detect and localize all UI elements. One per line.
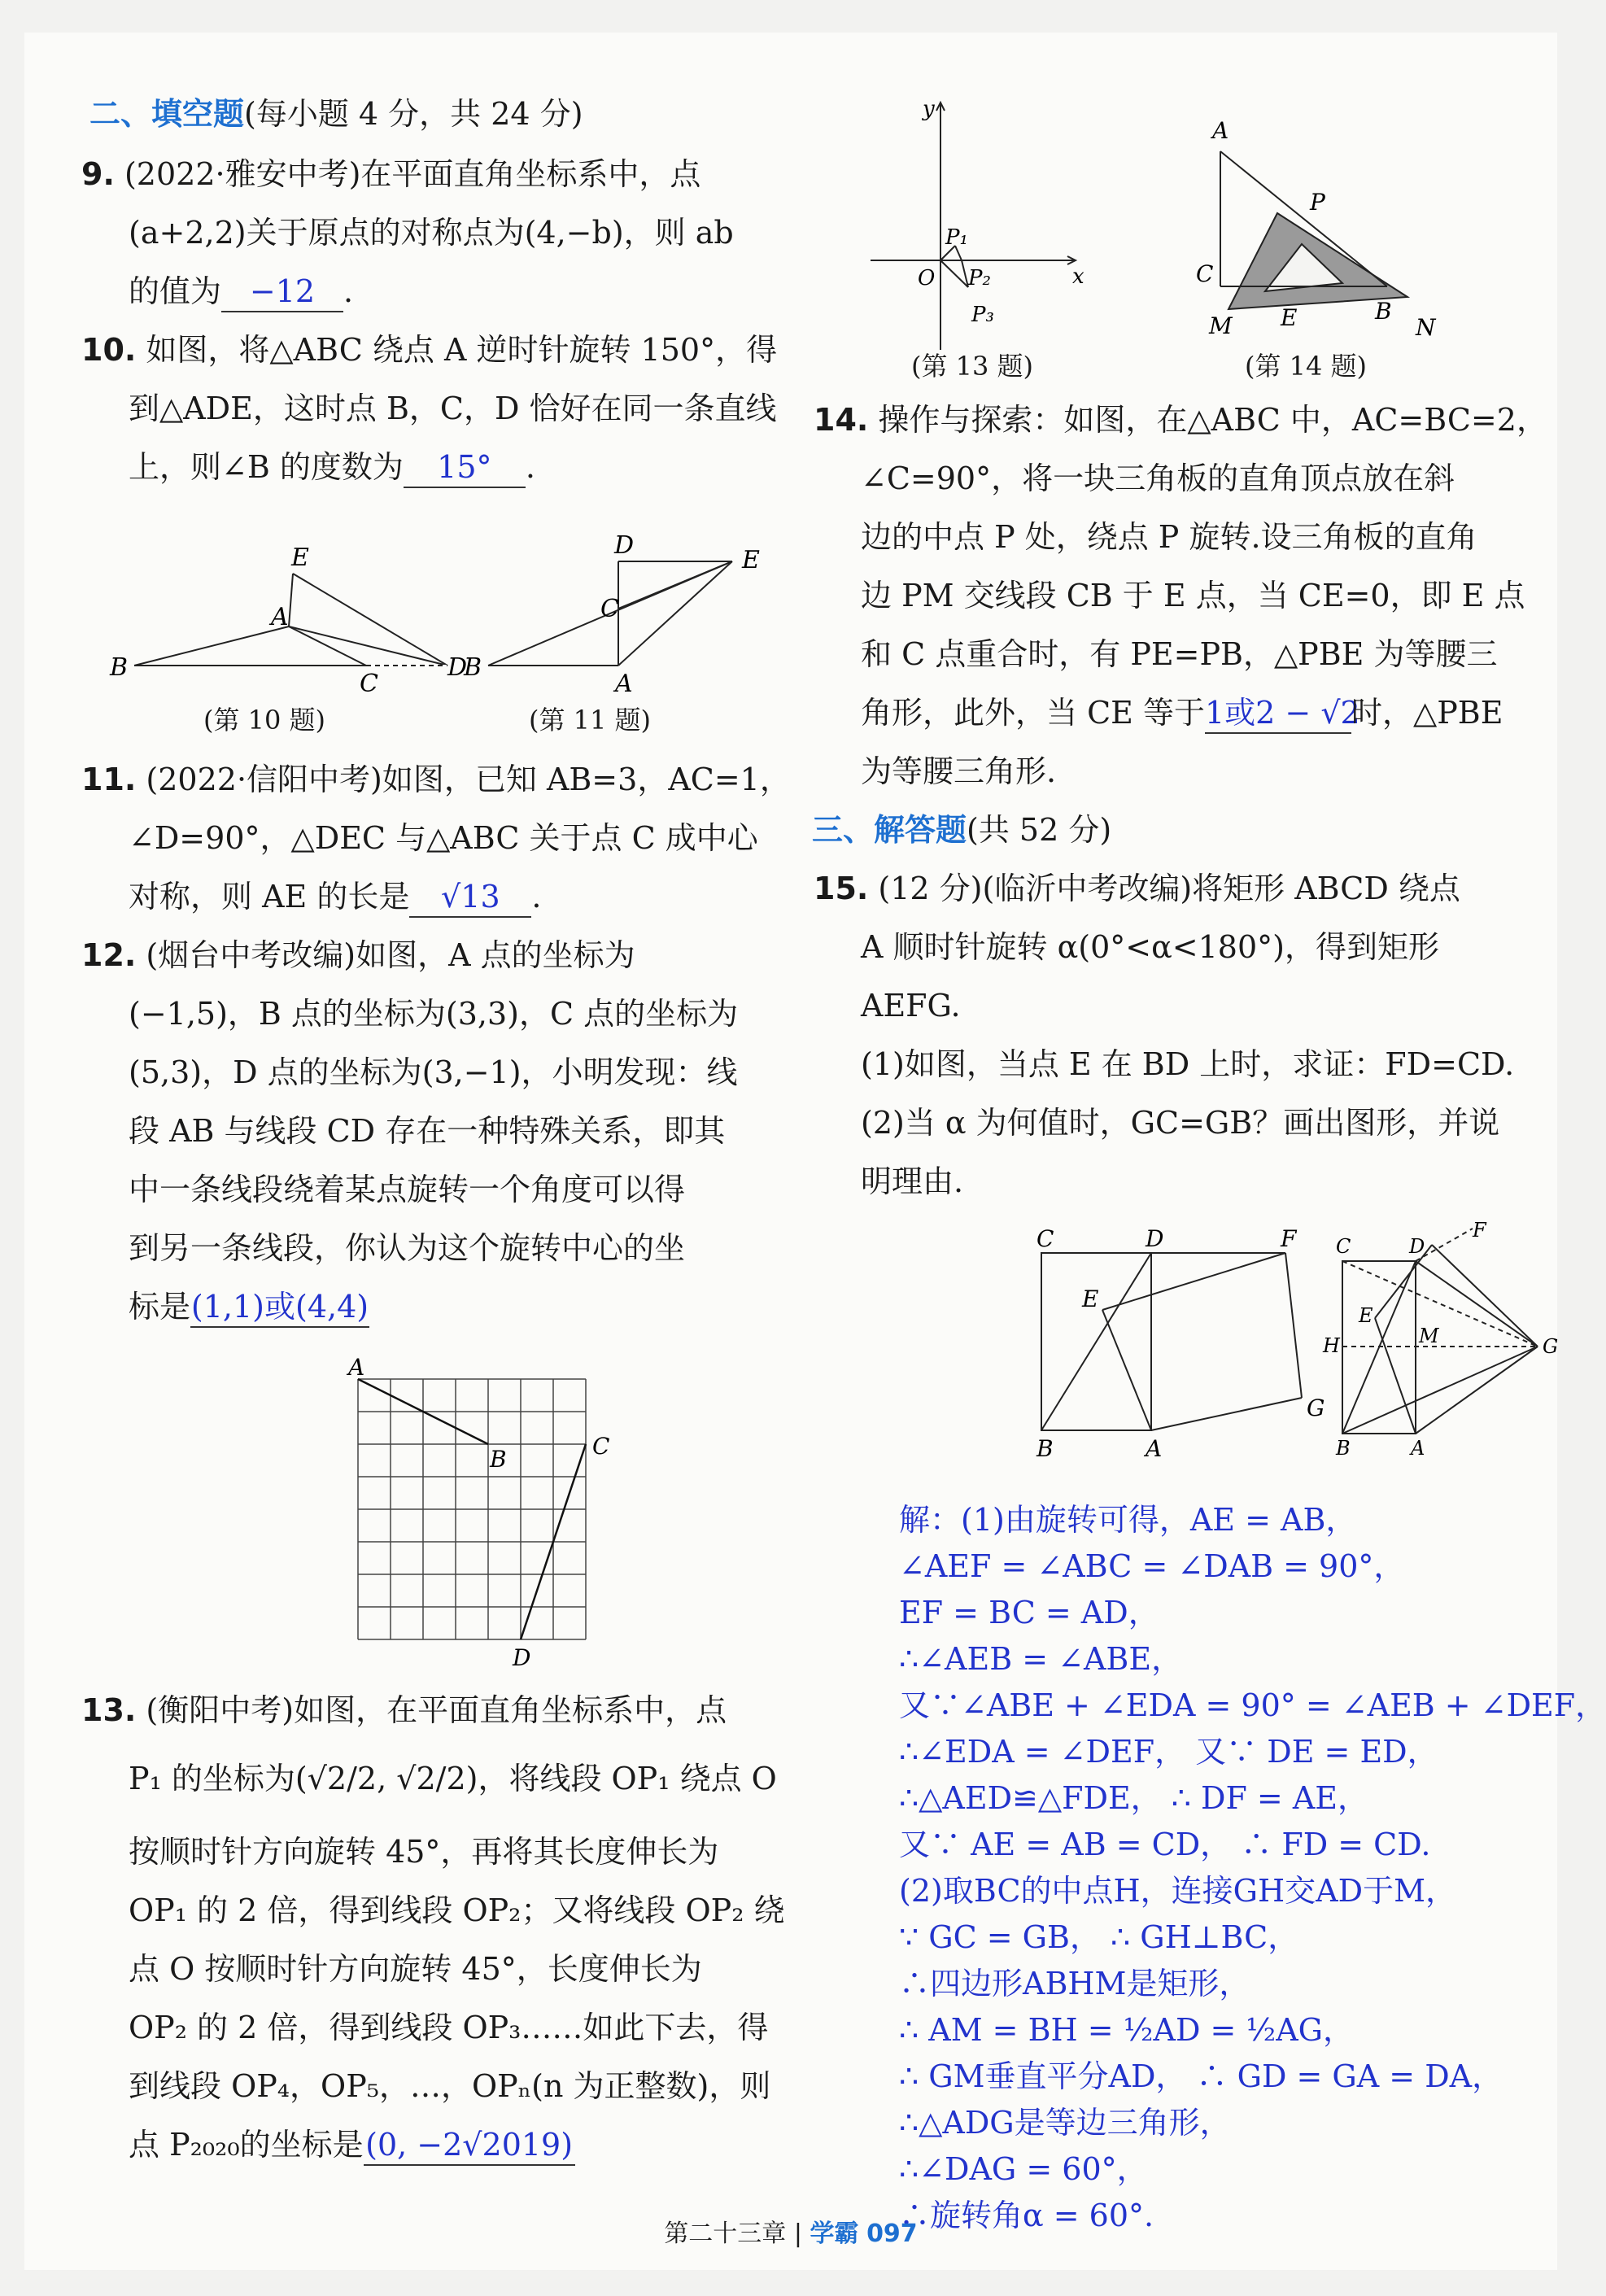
q13-coordinate: (√2/2, √2/2) (295, 1761, 478, 1796)
fig15a-label-F: F (1281, 1225, 1297, 1252)
q10-line3 (129, 447, 535, 488)
footer-separator: | (793, 2220, 802, 2248)
footer-chapter: 第二十三章 (664, 2220, 787, 2248)
fig12-label-B: B (490, 1446, 507, 1473)
q9-answer: −12 (221, 272, 343, 312)
figure-10 (106, 521, 468, 698)
fig13-label-P3: P₃ (971, 303, 994, 327)
q12-text-7: 标是 (129, 1289, 191, 1325)
fig11-label-D: D (614, 531, 635, 560)
fig13-label-P1: P₁ (945, 225, 968, 250)
section2-title: 二、填空题 (89, 96, 245, 132)
q12-line3: (5,3)，D 点的坐标为(3,−1)，小明发现：线 (129, 1054, 738, 1090)
fig15b-label-M: M (1419, 1325, 1439, 1347)
q14-text-1: 操作与探索：如图，在△ABC 中，AC=BC=2， (878, 402, 1547, 438)
solution-line-4: ∴∠AEB = ∠ABE， (899, 1641, 1183, 1677)
figure-11 (456, 521, 781, 698)
fig14-label-C: C (1196, 260, 1214, 287)
q10-period: . (525, 449, 535, 485)
q11-period: . (531, 879, 542, 914)
fig13-label-y: y (923, 97, 935, 121)
fig14-label-A: A (1212, 117, 1229, 144)
q15-line3: AEFG. (861, 988, 961, 1024)
fig11-label-B: B (464, 653, 482, 682)
solution-line-14: ∴△ADG是等边三角形， (899, 2105, 1231, 2141)
fig15a-label-D: D (1146, 1225, 1164, 1252)
q10-line1 (81, 330, 777, 369)
fig13-label-P2: P₂ (968, 266, 991, 290)
fig14-label-P: P (1310, 189, 1325, 216)
fig10-caption: (第 10 题) (203, 705, 326, 736)
fig13-caption: (第 13 题) (911, 351, 1034, 382)
section3-note: (共 52 分) (967, 812, 1112, 848)
figure-15b (1318, 1220, 1586, 1473)
q11-text-1: (2022·信阳中考)如图，已知 AB=3，AC=1， (146, 762, 791, 797)
q12-number: 12. (81, 937, 137, 973)
q13-text-1: (衡阳中考)如图，在平面直角坐标系中，点 (146, 1692, 727, 1728)
fig10-label-A: A (271, 603, 289, 631)
solution-line-9: (2)取BC的中点H，连接GH交AD于M， (899, 1873, 1456, 1909)
q12-line7 (129, 1287, 369, 1328)
fig10-label-E: E (291, 543, 309, 572)
q13-text-8: 点 P₂₀₂₀的坐标是 (129, 2127, 364, 2163)
q14-line3: 边的中点 P 处，绕点 P 旋转.设三角板的直角 (861, 519, 1477, 555)
q12-line4: 段 AB 与线段 CD 存在一种特殊关系，即其 (129, 1113, 726, 1149)
q12-text-1: (烟台中考改编)如图，A 点的坐标为 (146, 937, 635, 973)
q11-line3 (129, 877, 541, 918)
solution-line-5: 又∵∠ABE + ∠EDA = 90° = ∠AEB + ∠DEF， (899, 1687, 1606, 1723)
q9-text-3: 的值为 (129, 273, 222, 309)
fig15b-label-G: G (1543, 1335, 1559, 1358)
q15-line6: 明理由. (861, 1163, 964, 1199)
fig14-label-N: N (1416, 314, 1436, 341)
q14-text-6b: 时，△PBE (1351, 695, 1503, 731)
fig14-label-M: M (1209, 312, 1233, 339)
fig15b-label-B: B (1336, 1437, 1351, 1460)
solution-line-13: ∴ GM垂直平分AD， ∴ GD = GA = DA， (899, 2058, 1503, 2094)
q10-text-1: 如图，将△ABC 绕点 A 逆时针旋转 150°，得 (146, 332, 778, 368)
fig11-caption: (第 11 题) (529, 705, 652, 736)
q13-line6: OP₂ 的 2 倍，得到线段 OP₃……如此下去，得 (129, 2010, 769, 2045)
q9-line1 (81, 155, 700, 194)
fig15a-label-G: G (1307, 1395, 1325, 1421)
figure-15a (1025, 1225, 1326, 1473)
fig15b-label-F: F (1473, 1219, 1486, 1242)
figure-14 (1196, 114, 1473, 350)
fig13-label-O: O (918, 266, 936, 290)
q14-line7: 为等腰三角形. (861, 753, 1057, 789)
q12-answer: (1,1)或(4,4) (190, 1287, 369, 1328)
fig13-label-x: x (1072, 264, 1084, 289)
q11-answer: √13 (409, 877, 531, 918)
fig15b-label-E: E (1359, 1304, 1373, 1327)
q9-number: 9. (81, 156, 115, 192)
q13-text-2b: ，将线段 OP₁ 绕点 O (478, 1761, 777, 1796)
q10-number: 10. (81, 332, 137, 368)
q15-line4: (1)如图，当点 E 在 BD 上时，求证：FD=CD. (861, 1046, 1515, 1082)
section2-note: (每小题 4 分，共 24 分) (244, 96, 583, 132)
solution-line-15: ∴∠DAG = 60°， (899, 2151, 1148, 2187)
fig11-label-C: C (600, 595, 619, 623)
q14-text-6a: 角形，此外，当 CE 等于 (861, 695, 1205, 731)
q15-line1 (814, 869, 1460, 908)
q9-text-1: (2022·雅安中考)在平面直角坐标系中，点 (124, 156, 701, 192)
figure-13 (854, 89, 1098, 342)
fig10-label-D: D (447, 653, 468, 682)
solution-line-16: ∴旋转角α = 60°. (899, 2198, 1154, 2233)
fig15b-label-A: A (1411, 1437, 1425, 1460)
q13-line7: 到线段 OP₄，OP₅，…，OPₙ(n 为正整数)，则 (129, 2068, 771, 2104)
solution-line-12: ∴ AM = BH = ½AD = ½AG， (899, 2012, 1355, 2048)
solution-line-3: EF = BC = AD， (899, 1595, 1159, 1630)
figure-12 (317, 1347, 626, 1672)
q13-line1 (81, 1691, 727, 1730)
q13-line5: 点 O 按顺时针方向旋转 45°，长度伸长为 (129, 1951, 702, 1987)
solution-line-11: ∴四边形ABHM是矩形， (899, 1966, 1250, 2001)
fig15a-label-C: C (1036, 1225, 1054, 1252)
q15-line5: (2)当 α 为何值时，GC=GB？画出图形，并说 (861, 1105, 1500, 1141)
footer-page-number: 097 (866, 2220, 918, 2248)
q12-line1 (81, 936, 635, 975)
fig14-caption: (第 14 题) (1245, 351, 1368, 382)
fig15b-label-H: H (1323, 1334, 1340, 1357)
q14-answer: 1或2 − √2 (1205, 693, 1351, 734)
solution-line-10: ∵ GC = GB， ∴ GH⊥BC， (899, 1919, 1299, 1955)
fig12-label-C: C (592, 1433, 610, 1460)
q13-number: 13. (81, 1692, 137, 1728)
q12-line5: 中一条线段绕着某点旋转一个角度可以得 (129, 1172, 686, 1207)
q10-line2: 到△ADE，这时点 B，C，D 恰好在同一条直线 (129, 391, 777, 426)
q11-text-3: 对称，则 AE 的长是 (129, 879, 410, 914)
page-footer (0, 2213, 1582, 2249)
q9-line3 (129, 272, 353, 312)
q14-line1 (814, 400, 1547, 439)
q14-line6 (861, 693, 1503, 734)
q14-line4: 边 PM 交线段 CB 于 E 点，当 CE=0，即 E 点 (861, 578, 1525, 613)
section2-heading (89, 94, 583, 133)
q14-line2: ∠C=90°，将一块三角板的直角顶点放在斜 (861, 461, 1455, 496)
q13-line8 (129, 2125, 575, 2166)
fig10-label-B: B (110, 653, 129, 682)
q10-text-3: 上，则∠B 的度数为 (129, 449, 404, 485)
fig14-label-B: B (1375, 298, 1392, 325)
q13-text-2a: P₁ 的坐标为 (129, 1761, 295, 1796)
fig15a-label-A: A (1146, 1435, 1163, 1462)
section3-title: 三、解答题 (812, 812, 967, 848)
q13-line2 (129, 1759, 777, 1798)
q14-number: 14. (814, 402, 869, 438)
fig15a-label-E: E (1082, 1285, 1099, 1312)
fig15b-label-D: D (1409, 1235, 1425, 1258)
q13-answer: (0, −2√2019) (364, 2125, 575, 2166)
q15-text-1: (12 分)(临沂中考改编)将矩形 ABCD 绕点 (878, 871, 1460, 906)
page (24, 33, 1606, 2270)
q13-line3: 按顺时针方向旋转 45°，再将其长度伸长为 (129, 1834, 719, 1870)
fig15b-label-C: C (1336, 1235, 1351, 1258)
q11-number: 11. (81, 762, 137, 797)
q10-answer: 15° (404, 447, 526, 488)
q12-line6: 到另一条线段，你认为这个旋转中心的坐 (129, 1230, 686, 1266)
q15-number: 15. (814, 871, 869, 906)
fig15a-label-B: B (1036, 1435, 1054, 1462)
q11-line1 (81, 760, 791, 799)
fig11-label-A: A (615, 670, 633, 698)
solution-line-6: ∴∠EDA = ∠DEF， 又∵ DE = ED， (899, 1734, 1438, 1770)
q15-line2: A 顺时针旋转 α(0°<α<180°)，得到矩形 (861, 929, 1439, 965)
solution-line-1: 解：(1)由旋转可得，AE = AB， (899, 1502, 1357, 1538)
fig12-label-D: D (513, 1644, 531, 1671)
fig11-label-E: E (742, 546, 760, 574)
q9-line2: (a+2,2)关于原点的对称点为(4,−b)，则 ab (129, 215, 734, 251)
solution-line-7: ∴△AED≌△FDE， ∴ DF = AE， (899, 1780, 1369, 1816)
q11-line2: ∠D=90°，△DEC 与△ABC 关于点 C 成中心 (129, 820, 758, 856)
footer-brand: 学霸 (810, 2220, 859, 2248)
fig10-label-C: C (360, 670, 378, 698)
fig12-label-A: A (348, 1354, 365, 1381)
q12-line2: (−1,5)，B 点的坐标为(3,3)，C 点的坐标为 (129, 996, 739, 1032)
solution-line-8: 又∵ AE = AB = CD， ∴ FD = CD. (899, 1827, 1431, 1862)
q14-line5: 和 C 点重合时，有 PE=PB，△PBE 为等腰三 (861, 636, 1498, 672)
q13-line4: OP₁ 的 2 倍，得到线段 OP₂；又将线段 OP₂ 绕 (129, 1892, 785, 1928)
section3-heading (812, 810, 1111, 849)
solution-line-2: ∠AEF = ∠ABC = ∠DAB = 90°， (899, 1548, 1405, 1584)
q9-period: . (343, 273, 354, 309)
fig14-label-E: E (1281, 304, 1298, 331)
